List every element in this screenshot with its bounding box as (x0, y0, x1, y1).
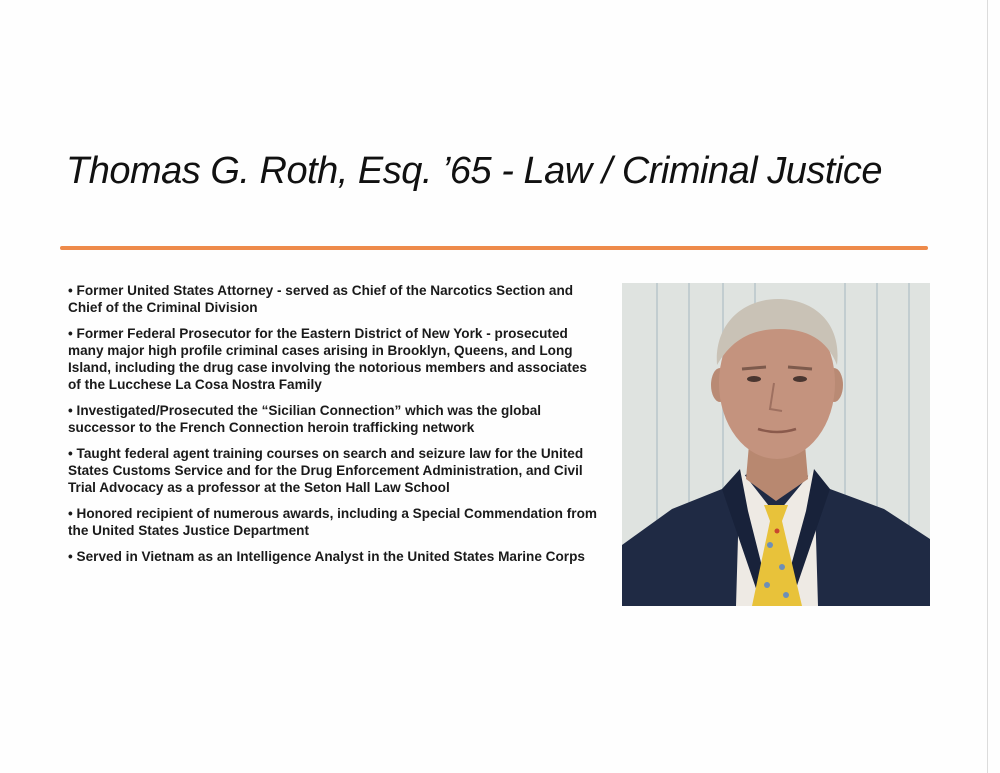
bullet-item: • Former United States Attorney - served as Chief of the Narcotics Section and Chief of the Criminal Division (68, 282, 598, 316)
bullet-item: • Former Federal Prosecutor for the Eastern District of New York - prosecuted many major high profile criminal cases arising in Brooklyn, Queens, and Long Island, including the drug case involving the notorious members and associates of the Lucchese La Cosa Nostra Family (68, 325, 598, 393)
bullet-item: • Honored recipient of numerous awards, including a Special Commendation from the United States Justice Department (68, 505, 598, 539)
bullet-item: • Served in Vietnam as an Intelligence Analyst in the United States Marine Corps (68, 548, 598, 565)
portrait-photo (622, 283, 930, 606)
bullet-item: • Taught federal agent training courses on search and seizure law for the United States Customs Service and for the Drug Enforcement Administration, and Civil Trial Advocacy as a professor at the Seton Hall Law School (68, 445, 598, 496)
page-edge-divider (987, 0, 988, 773)
portrait-figure (622, 283, 930, 606)
page-title: Thomas G. Roth, Esq. ’65 - Law / Criminal Justice (66, 150, 883, 192)
bullet-item: • Investigated/Prosecuted the “Sicilian Connection” which was the global successor to the French Connection heroin trafficking network (68, 402, 598, 436)
title-divider (60, 246, 928, 250)
bullet-list (68, 282, 598, 574)
